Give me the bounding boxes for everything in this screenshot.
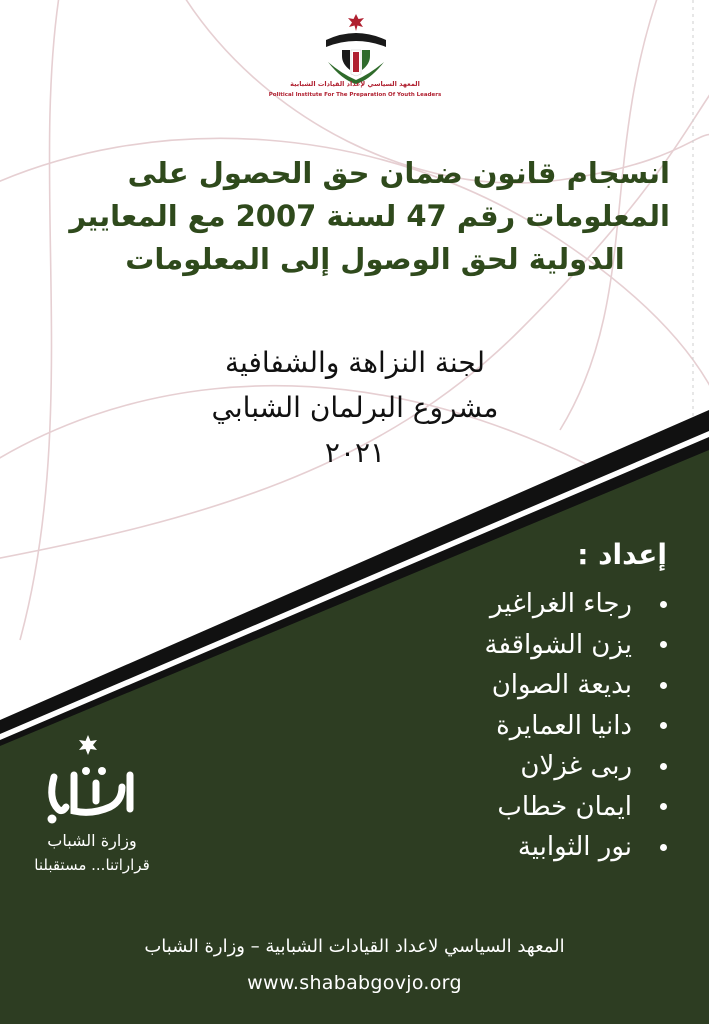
bullet-icon — [660, 763, 667, 770]
committee-name: لجنة النزاهة والشفافية — [225, 346, 485, 379]
member-name: يزن الشواقفة — [484, 629, 632, 660]
title-line-2: المعلومات رقم 47 لسنة 2007 مع المعايير — [69, 199, 670, 233]
member-name: بديعة الصوان — [491, 670, 632, 701]
member-item — [485, 665, 667, 706]
member-name: ربى غزلان — [520, 751, 632, 782]
document-title — [30, 152, 670, 281]
member-name: ايمان خطاب — [497, 791, 632, 822]
footer-organizations: المعهد السياسي لاعداد القيادات الشبابية – وزارة الشباب — [144, 936, 565, 957]
bullet-icon — [660, 601, 667, 608]
bullet-icon — [660, 803, 667, 810]
members-list — [485, 584, 667, 868]
ministry-slogan: قراراتنا... مستقبلنا — [34, 856, 150, 874]
institute-name-arabic: المعهد السياسي لإعداد القيادات الشبابية — [290, 80, 420, 88]
member-item — [485, 584, 667, 625]
committee-block — [130, 340, 580, 475]
ministry-name: وزارة الشباب — [47, 831, 137, 850]
title-line-1: انسجام قانون ضمان حق الحصول على — [127, 156, 670, 190]
year: ٢٠٢١ — [324, 436, 386, 469]
member-item — [485, 787, 667, 828]
institute-name-english: Political Institute For The Preparation Of Youth Leaders — [268, 92, 442, 98]
member-name: نور الثوابية — [517, 832, 632, 863]
title-line-3: الدولية لحق الوصول إلى المعلومات — [125, 242, 625, 276]
member-name: دانيا العمايرة — [496, 710, 632, 741]
project-name: مشروع البرلمان الشبابي — [211, 391, 499, 424]
bullet-icon — [660, 722, 667, 729]
ministry-logo-icon — [40, 735, 140, 830]
footer-website-link[interactable]: www.shababgovjo.org — [247, 972, 462, 994]
bullet-icon — [660, 844, 667, 851]
member-item — [485, 706, 667, 747]
institute-logo-icon — [320, 14, 392, 86]
prepared-by-label: إعداد : — [577, 538, 667, 571]
bullet-icon — [660, 641, 667, 648]
member-item — [485, 746, 667, 787]
member-item — [485, 827, 667, 868]
bullet-icon — [660, 682, 667, 689]
member-item — [485, 625, 667, 666]
member-name: رجاء الغراغير — [489, 589, 632, 620]
